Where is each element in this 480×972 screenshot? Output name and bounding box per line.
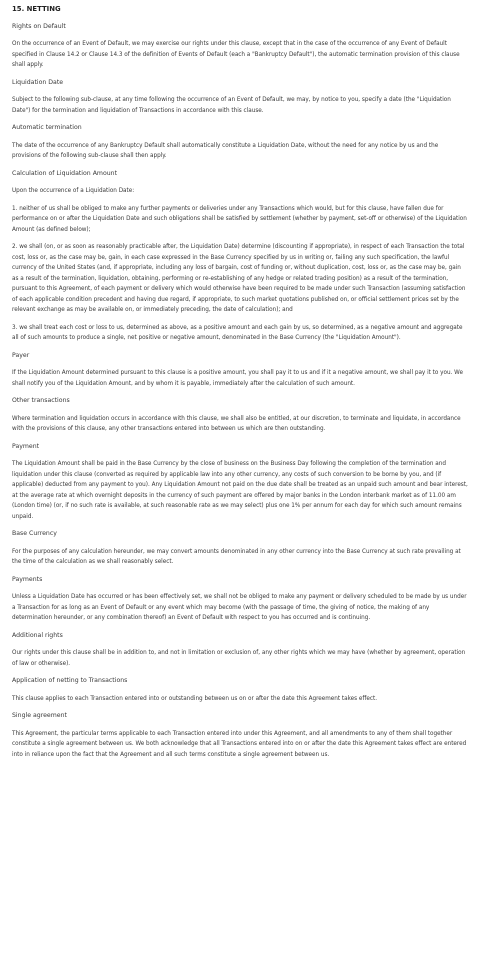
section-heading-other-transactions: Other transactions xyxy=(12,397,70,404)
section-paragraph: Our rights under this clause shall be in addition to, and not in limitation or exclusion of, any other rights which we may have (whether by agreement, operation of law or otherwise). xyxy=(12,650,466,667)
section-paragraph: Where termination and liquidation occurs in accordance with this clause, we shall also be entitled, at our discretion, to terminate and liquidate, in accordance with the provisions of this clause, any other transactions entered into between us which are then outstanding. xyxy=(12,415,461,432)
numbered-paragraph: 2. we shall (on, or as soon as reasonably practicable after, the Liquidation Date) determine (discounting if appropriate), in respect of each Transaction the total cost, loss or, as the case may be, gain, in each case expressed in the Base Currency specified by us in writing or, failing any such specification, the lawful currency of the United States (and, if appropriate, including any loss of bargain, cost of funding or, without duplication, cost, loss or, as the case may be, gain as a result of the termination, liquidation, obtaining, performing or re-establishing of any hedge or related trading position) as a result of the termination, pursuant to this Agreement, of each payment or delivery which would otherwise have been required to be made under such Transaction (assuming satisfaction of each applicable condition precedent and having due regard, if appropriate, to such market quotations published on, or official settlement prices set by the relevant exchange as may be available on, or immediately preceding, the date of calculation); and xyxy=(12,244,466,313)
section-paragraph: Upon the occurrence of a Liquidation Date: xyxy=(12,188,135,194)
section-heading-payments: Payments xyxy=(12,575,43,583)
section-heading-payment: Payment xyxy=(12,442,40,450)
numbered-paragraph: 3. we shall treat each cost or loss to us, determined as above, as a positive amount and each gain by us, so determined, as a negative amount and aggregate all of such amounts to produce a single, net positive or negative amount, denominated in the Base Currency (the "Liquidation Amount"). xyxy=(12,324,463,341)
section-paragraph: The Liquidation Amount shall be paid in the Base Currency by the close of business on the Business Day following the completion of the termination and liquidation under this clause (converted as required by applicable law into any other currency, any costs of such conversion to be borne by you, and (if applicable) deducted from any payment to you). Any Liquidation Amount not paid on the due date shall be treated as an unpaid such amount and bear interest, at the average rate at which overnight deposits in the currency of such payment are offered by major banks in the London interbank market as of 11.00 am (London time) (or, if no such rate is available, at such reasonable rate as we may select) plus one 1% per annum for each day for which such amount remains unpaid. xyxy=(12,461,468,520)
section-heading-calculation-of-liquidation-amount: Calculation of Liquidation Amount xyxy=(12,169,118,177)
section-heading-single-agreement: Single agreement xyxy=(12,712,67,719)
section-paragraph: The date of the occurrence of any Bankruptcy Default shall automatically constitute a Liquidation Date, without the need for any notice by us and the provisions of the following sub-clause shall then apply. xyxy=(12,142,439,159)
section-paragraph: This Agreement, the particular terms applicable to each Transaction entered into under this Agreement, and all amendments to any of them shall together constitute a single agreement between us. We both acknowledge that all Transactions entered into on or after the date this Agreement takes effect are entered into in reliance upon the fact that the Agreement and all such terms constitute a single agreement between us. xyxy=(12,730,467,758)
section-paragraph: Unless a Liquidation Date has occurred or has been effectively set, we shall not be obliged to make any payment or delivery scheduled to be made by us under a Transaction for as long as an Event of Default or any event which may become (with the passage of time, the giving of notice, the making of any determination hereunder, or any combination thereof) an Event of Default with respect to you has occurred and is continuing. xyxy=(12,594,467,621)
section-paragraph: For the purposes of any calculation hereunder, we may convert amounts denominated in any other currency into the Base Currency at such rate prevailing at the time of the calculation as we shall reasonably select. xyxy=(12,548,461,565)
numbered-paragraph: 1. neither of us shall be obliged to make any further payments or deliveries under any Transactions which would, but for this clause, have fallen due for performance on or after the Liquidation Date and such obligations shall be satisfied by settlement (whether by payment, set-off or otherwise) of the Liquidation Amount (as defined below); xyxy=(12,205,467,233)
section-heading-liquidation-date: Liquidation Date xyxy=(12,78,64,86)
section-heading-payer: Payer xyxy=(12,351,30,359)
section-paragraph: This clause applies to each Transaction entered into or outstanding between us on or after the date this Agreement takes effect. xyxy=(12,695,377,702)
section-heading-rights-on-default: Rights on Default xyxy=(12,22,66,30)
document-title: 15. NETTING xyxy=(12,5,61,13)
section-heading-application-of-netting: Application of netting to Transactions xyxy=(12,677,128,684)
section-heading-additional-rights: Additional rights xyxy=(12,631,63,639)
section-paragraph: On the occurrence of an Event of Default, we may exercise our rights under this clause, except that in the case of the occurrence of any Event of Default specified in Clause 14.2 or Clause 14.3 of the definition of Events of Default (each a "Bankruptcy Default"), the automatic termination provision of this clause shall apply. xyxy=(12,41,460,68)
section-paragraph: Subject to the following sub-clause, at any time following the occurrence of an Event of Default, we may, by notice to you, specify a date (the "Liquidation Date") for the termination and liquidation of Transactions in accordance with this clause. xyxy=(12,97,451,114)
section-heading-automatic-termination: Automatic termination xyxy=(12,124,82,131)
section-heading-base-currency: Base Currency xyxy=(12,530,57,537)
section-paragraph: If the Liquidation Amount determined pursuant to this clause is a positive amount, you shall pay it to us and if it a negative amount, we shall pay it to you. We shall notify you of the Liquidation Amount, and by whom it is payable, immediately after the calculation of such amount. xyxy=(12,370,463,387)
